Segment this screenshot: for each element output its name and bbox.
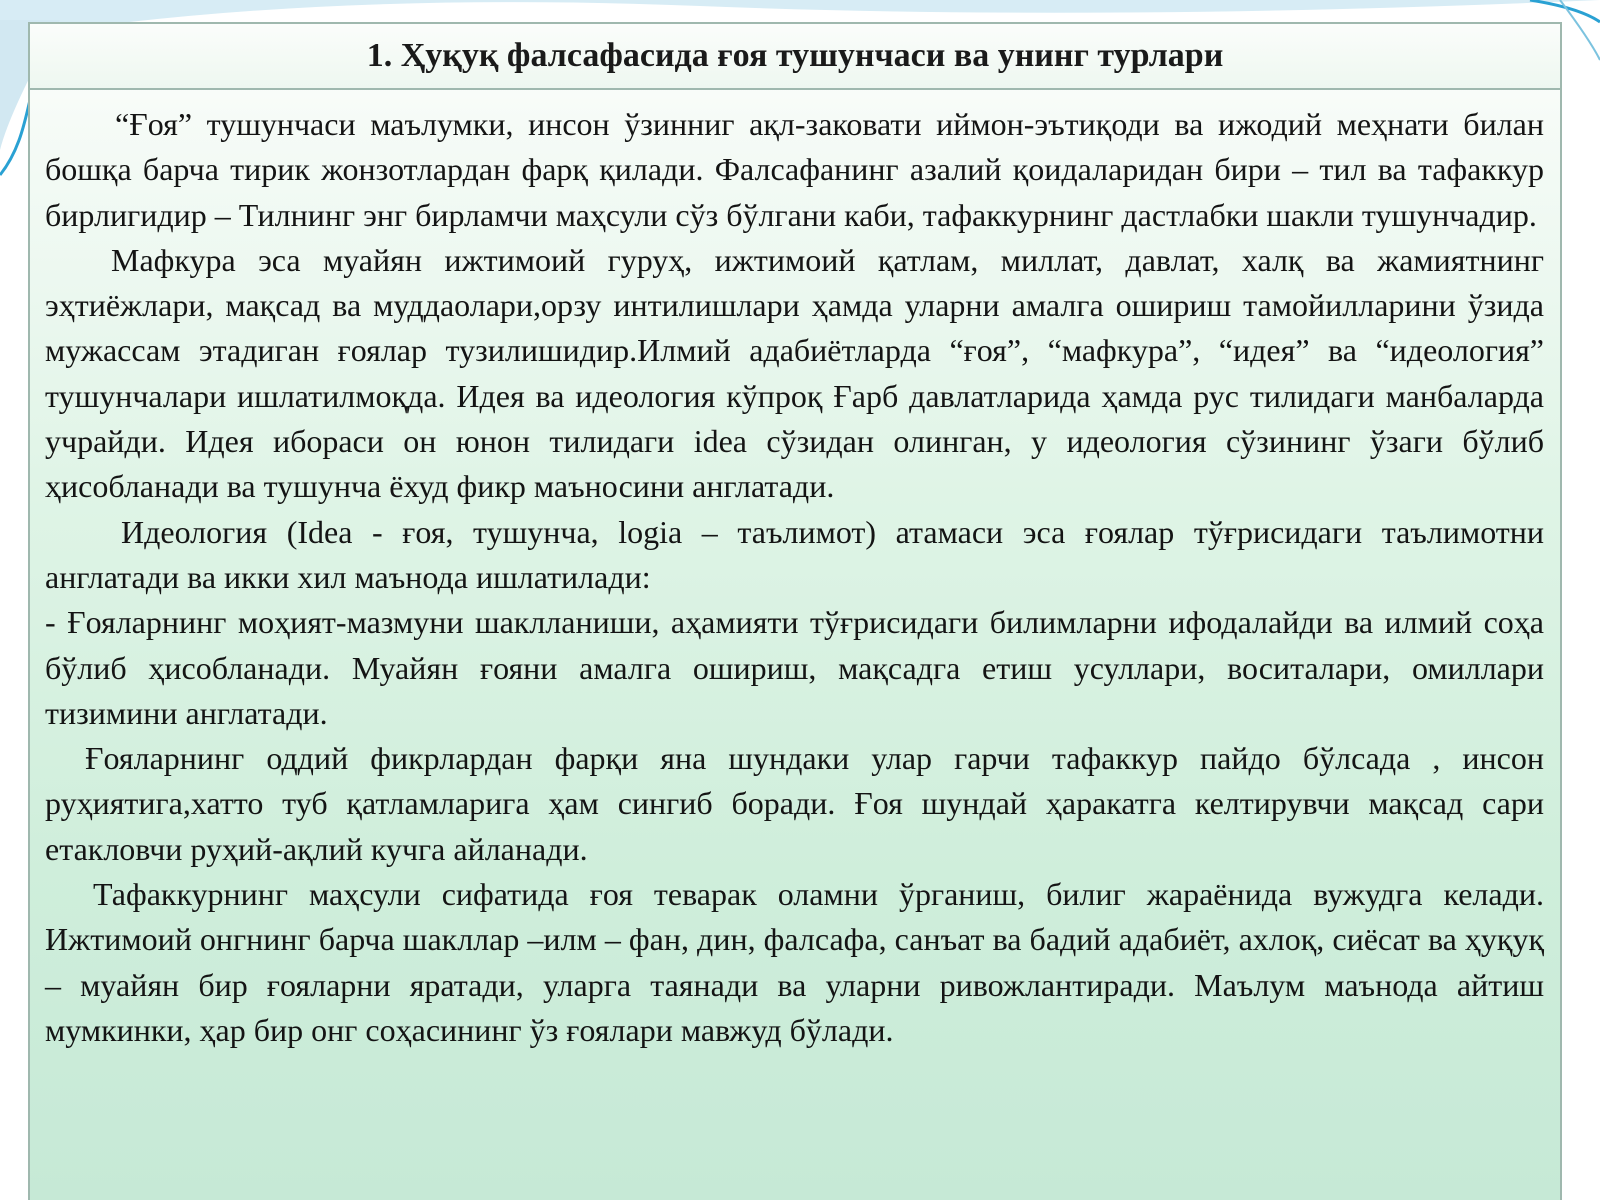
- slide-content-panel: [28, 22, 1562, 1200]
- paragraph-1: “Ғоя” тушунчаси маълумки, инсон ўзинниг ақл-заковати иймон-эътиқоди ва ижодий меҳнати билан бошқа барча тирик жонзотлардан фарқ қилади. Фалсафанинг азалий қоидаларидан бири – тил ва тафаккур бирлигидир – Тилнинг энг бирламчи маҳсули сўз бўлгани каби, тафаккурнинг дастлабки шакли тушунчадир.: [45, 106, 1544, 233]
- slide-title: 1. Ҳуқуқ фалсафасида ғоя тушунчаси ва унинг турлари: [366, 37, 1224, 74]
- paragraph-2: Мафкура эса муайян ижтимоий гуруҳ, ижтимоий қатлам, миллат, давлат, халқ ва жамиятнинг эҳтиёжлари, мақсад ва муддаолари,орзу интилишлари ҳамда уларни амалга ошириш тамойилларини ўзида мужассам этадиган ғоялар тузилишидир.Илмий адабиётларда “ғоя”, “мафкура”, “идея” ва “идеология” тушунчалари ишлатилмоқда. Идея ва идеология кўпроқ Ғарб давлатларида ҳамда рус тилидаги манбаларда учрайди. Идея ибораси он юнон тилидаги idea сўзидан олинган, у идеология сўзининг ўзаги бўлиб ҳисобланади ва тушунча ёхуд фикр маъносини англатади.: [45, 241, 1544, 505]
- slide-body: [30, 90, 1560, 1053]
- paragraph-5: Ғояларнинг оддий фикрлардан фарқи яна шундаки улар гарчи тафаккур пайдо бўлсада , инсон руҳиятига,хатто туб қатламларига ҳам сингиб боради. Ғоя шундай ҳаракатга келтирувчи мақсад сари етакловчи руҳий-ақлий кучга айланади.: [45, 740, 1544, 867]
- paragraph-4: - Ғояларнинг моҳият-мазмуни шаклланиши, аҳамияти тўғрисидаги билимларни ифодалайди ва илмий соҳа бўлиб ҳисобланади. Муайян ғояни амалга ошириш, мақсадга етиш усуллари, воситалари, омиллари тизимини англатади.: [45, 604, 1544, 731]
- title-bar: [30, 24, 1560, 90]
- paragraph-6: Тафаккурнинг маҳсули сифатида ғоя теварак оламни ўрганиш, билиг жараёнида вужудга келади. Ижтимоий онгнинг барча шакллар –илм – фан, дин, фалсафа, санъат ва бадий адабиёт, ахлоқ, сиёсат ва ҳуқуқ – муайян бир ғояларни яратади, уларга таянади ва уларни ривожлантиради. Маълум маънода айтиш мумкинки, ҳар бир онг соҳасининг ўз ғоялари мавжуд бўлади.: [45, 876, 1544, 1048]
- paragraph-3: Идеология (Idea - ғоя, тушунча, logia – таълимот) атамаси эса ғоялар тўғрисидаги таълимотни англатади ва икки хил маънода ишлатилади:: [45, 513, 1544, 595]
